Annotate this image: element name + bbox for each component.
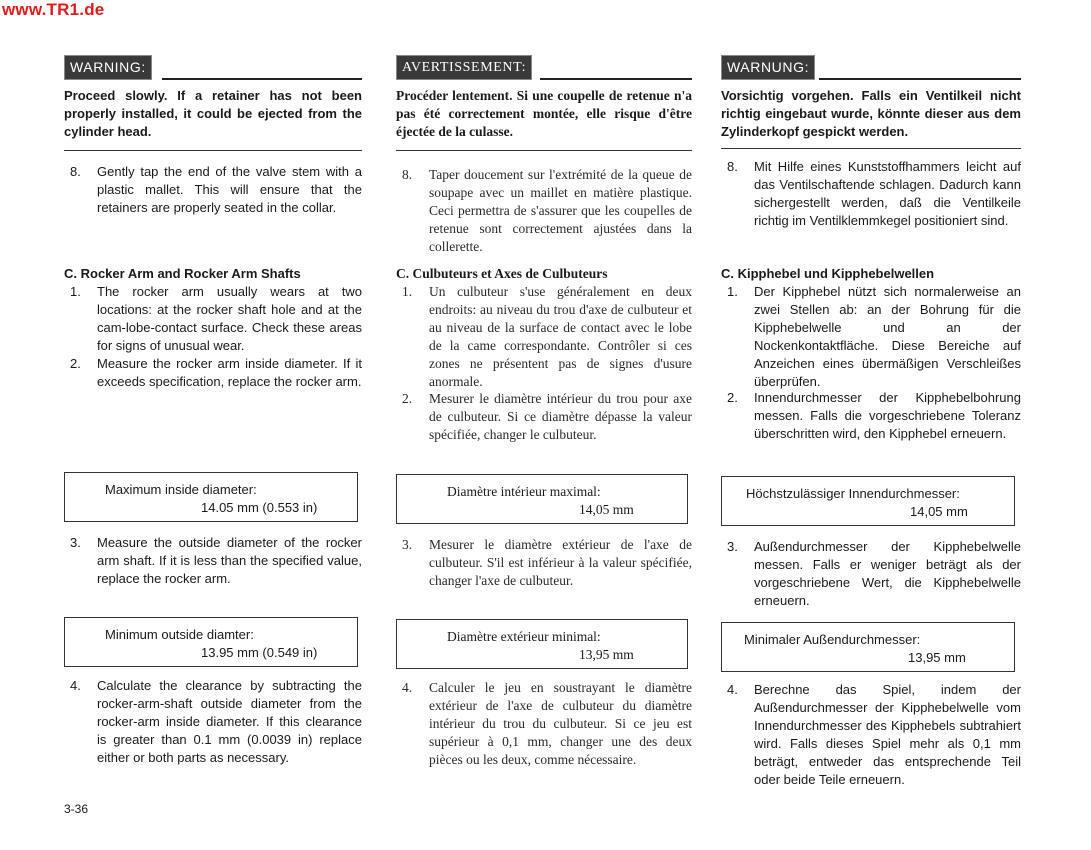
step-4 xyxy=(396,679,692,769)
step-text: Mesurer le diamètre intérieur du trou pour axe de culbuteur. Si ce diamètre dépasse la valeur spécifiée, changer le culbuteur. xyxy=(429,391,692,442)
step-number: 1. xyxy=(727,284,738,299)
section-title: C. Culbuteurs et Axes de Culbuteurs xyxy=(396,266,608,281)
step-number: 2. xyxy=(402,391,413,406)
step-text: Un culbuteur s'use généralement en deux endroits: au niveau du trou d'axe de culbuteur et au niveau de la surface de contact avec le lobe de la came correspondante. Contrôler si ces zones ne présentent pas de signes d'usure anormale. xyxy=(429,284,692,389)
step-number: 4. xyxy=(402,680,413,695)
step-text: Calculate the clearance by subtracting the rocker-arm-shaft outside diameter from the rocker-arm inside diameter. If this clearance is greater than 0.1 mm (0.0039 in) replace either or both parts as necessary. xyxy=(97,678,362,765)
step-text: Taper doucement sur l'extrémité de la queue de soupape avec un maillet en matière plastique. Ceci permettra de s'assurer que les coupelles de retenue sont correctement ajustées dans la collerette. xyxy=(429,167,692,254)
step-2 xyxy=(396,390,692,444)
step-text: Innendurchmesser der Kipphebelbohrung messen. Falls die vorgeschriebene Toleranz überschritten wird, den Kipphebel erneuern. xyxy=(754,390,1021,441)
spec-box-min-outside-diameter xyxy=(721,622,1015,672)
step-text: Berechne das Spiel, indem der Außendurchmesser der Kipphebelwelle vom Innendurchmesser des Kipphebels subtrahiert wird. Falls dieses Spiel mehr als 0,1 mm beträgt, entweder das entsprechende Teil oder beide Teile erneuern. xyxy=(754,682,1021,787)
step-number: 2. xyxy=(70,356,81,371)
warning-label: WARNUNG: xyxy=(721,55,815,80)
spec-box-min-outside-diameter xyxy=(396,619,688,669)
page-number: 3-36 xyxy=(64,802,89,816)
spec-label: Diamètre extérieur minimal: xyxy=(447,629,601,644)
warning-rule xyxy=(540,78,692,80)
section-title: C. Kipphebel und Kipphebelwellen xyxy=(721,266,935,281)
warning-text: Vorsichtig vorgehen. Falls ein Ventilkeil nicht richtig eingebaut wurde, könnte dieser aus dem Zylinderkopf gespickt werden. xyxy=(721,88,1021,139)
spec-box-max-inside-diameter xyxy=(721,476,1015,526)
step-number: 4. xyxy=(727,682,738,697)
step-3 xyxy=(721,538,1021,610)
step-text: Calculer le jeu en soustrayant le diamètre extérieur de l'axe de culbuteur du diamètre intérieur du trou du culbuteur. Si ce jeu est supérieur à 0,1 mm, changer une des deux pièces ou les deux, comme nécessaire. xyxy=(429,680,692,767)
step-number: 8. xyxy=(727,159,738,174)
warning-header xyxy=(721,55,1021,83)
step-text: Measure the outside diameter of the rocker arm shaft. If it is less than the specified value, replace the rocker arm. xyxy=(97,535,362,586)
step-3 xyxy=(396,536,692,590)
separator xyxy=(721,148,1021,149)
step-8 xyxy=(64,163,362,217)
step-1 xyxy=(721,283,1021,391)
step-1 xyxy=(396,283,692,391)
warning-label: AVERTISSEMENT: xyxy=(396,55,532,80)
spec-value: 13,95 mm xyxy=(908,650,966,665)
warning-rule xyxy=(819,78,1021,80)
step-4 xyxy=(64,677,362,767)
step-text: Measure the rocker arm inside diameter. If it exceeds specification, replace the rocker arm. xyxy=(97,356,362,389)
step-text: Mesurer le diamètre extérieur de l'axe de culbuteur. S'il est inférieur à la valeur spécifiée, changer l'axe de culbuteur. xyxy=(429,537,692,588)
step-number: 3. xyxy=(402,537,413,552)
site-watermark-link[interactable]: www.TR1.de xyxy=(2,0,105,19)
spec-label: Minimaler Außendurchmesser: xyxy=(744,632,921,647)
step-number: 3. xyxy=(70,535,81,550)
spec-label: Diamètre intérieur maximal: xyxy=(447,484,601,499)
step-number: 2. xyxy=(727,390,738,405)
step-text: Mit Hilfe eines Kunststoffhammers leicht auf das Ventilschaftende schlagen. Dadurch kann sichergestellt werden, daß die Ventilkeile richtig im Ventilklemmkegel positioniert sind. xyxy=(754,159,1021,228)
step-text: Gently tap the end of the valve stem with a plastic mallet. This will ensure that the retainers are properly seated in the collar. xyxy=(97,164,362,215)
step-number: 8. xyxy=(70,164,81,179)
step-number: 8. xyxy=(402,167,413,182)
spec-label: Höchstzulässiger Innendurchmesser: xyxy=(746,486,960,501)
step-number: 4. xyxy=(70,678,81,693)
step-number: 1. xyxy=(70,284,81,299)
spec-value: 14,05 mm xyxy=(579,502,634,517)
spec-label: Maximum inside diameter: xyxy=(105,482,257,497)
separator xyxy=(396,150,692,151)
spec-box-min-outside-diameter xyxy=(64,617,358,667)
step-number: 1. xyxy=(402,284,413,299)
warning-rule xyxy=(162,78,362,80)
spec-value: 13,95 mm xyxy=(579,647,634,662)
spec-value: 14.05 mm (0.553 in) xyxy=(201,500,318,515)
warning-label: WARNING: xyxy=(64,55,152,80)
step-1 xyxy=(64,283,362,355)
step-2 xyxy=(721,389,1021,443)
spec-box-max-inside-diameter xyxy=(396,474,688,524)
spec-value: 13.95 mm (0.549 in) xyxy=(201,645,318,660)
warning-text: Proceed slowly. If a retainer has not been properly installed, it could be ejected from the cylinder head. xyxy=(64,88,362,139)
step-4 xyxy=(721,681,1021,789)
step-2 xyxy=(64,355,362,391)
spec-label: Minimum outside diamter: xyxy=(105,627,254,642)
step-text: Der Kipphebel nützt sich normalerweise an zwei Stellen ab: an der Bohrung für die Kipphebelwelle und an der Nockenkontaktfläche. Diese Bereiche auf Anzeichen eines übermäßigen Verschleißes überprüfen. xyxy=(754,284,1021,389)
section-title: C. Rocker Arm and Rocker Arm Shafts xyxy=(64,266,301,281)
separator xyxy=(64,150,362,151)
step-text: The rocker arm usually wears at two locations: at the rocker shaft hole and at the cam-lobe-contact surface. Check these areas for signs of unusual wear. xyxy=(97,284,362,353)
step-8 xyxy=(721,158,1021,230)
step-number: 3. xyxy=(727,539,738,554)
warning-header xyxy=(64,55,362,83)
warning-text: Procéder lentement. Si une coupelle de retenue n'a pas été correctement montée, elle risque d'être éjectée de la culasse. xyxy=(396,88,692,139)
spec-box-max-inside-diameter xyxy=(64,472,358,522)
step-3 xyxy=(64,534,362,588)
spec-value: 14,05 mm xyxy=(910,504,968,519)
step-8 xyxy=(396,166,692,256)
step-text: Außendurchmesser der Kipphebelwelle messen. Falls er weniger beträgt als der vorgeschriebene Wert, die Kipphebelwelle erneuern. xyxy=(754,539,1021,608)
warning-header xyxy=(396,55,692,83)
